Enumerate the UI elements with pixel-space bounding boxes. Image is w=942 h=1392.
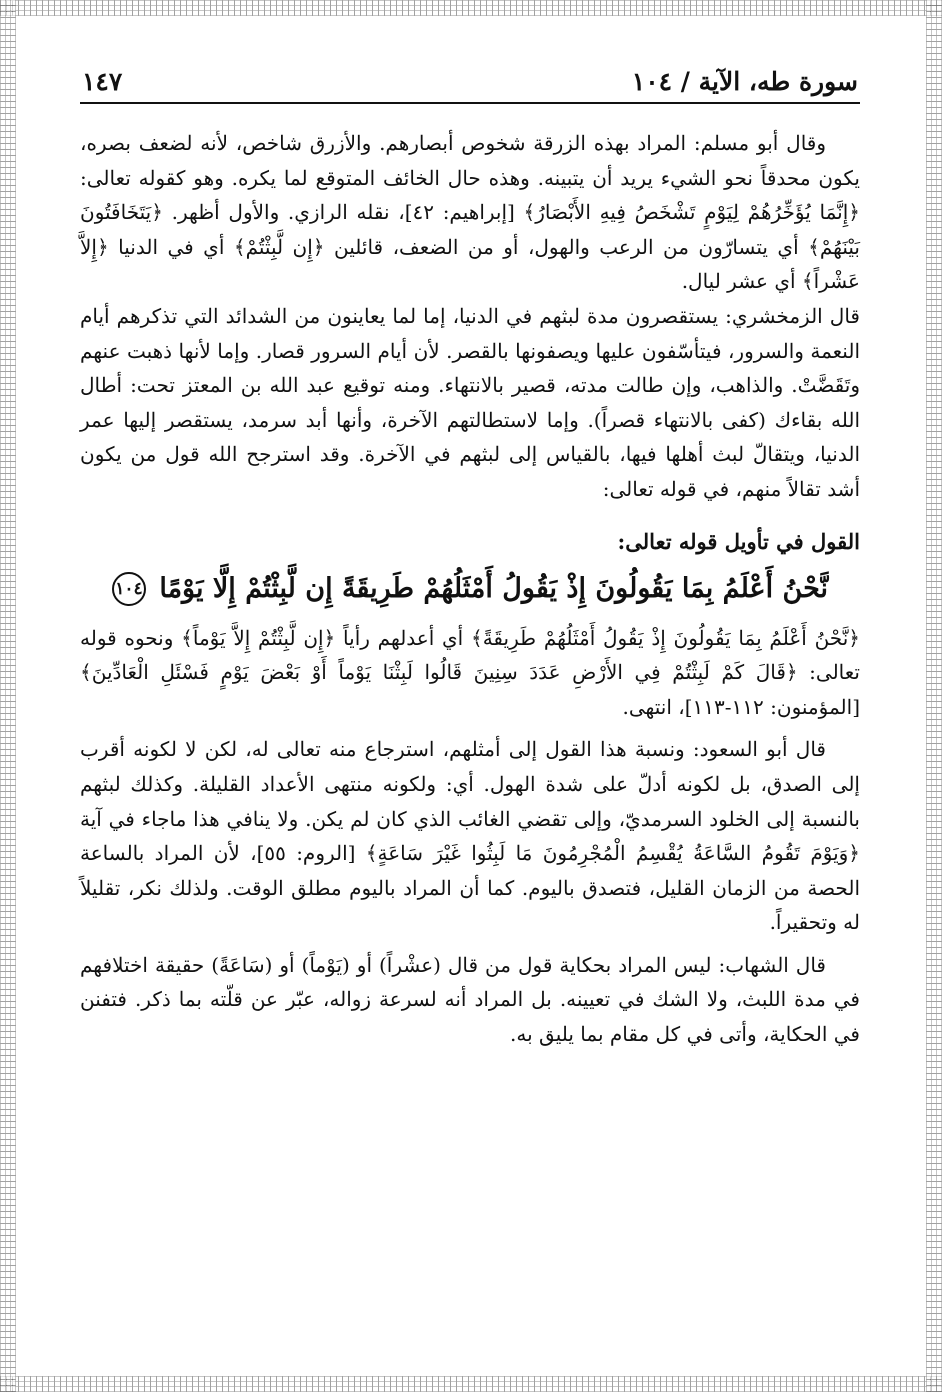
ornamental-border-top — [0, 0, 942, 16]
quran-verse — [80, 567, 860, 611]
verse-number-badge: ١٠٤ — [112, 572, 146, 606]
paragraph-verse-commentary: ﴿نَّحْنُ أَعْلَمُ بِمَا يَقُولُونَ إِذْ يَقُولُ أَمْثَلُهُمْ طَرِيقَةً﴾ أي أعدلهم رأياً ﴿إِن لَّبِثْتُمْ إِلاَّ يَوْماً﴾ ونحوه قوله تعالى: ﴿قَالَ كَمْ لَبِثْتُمْ فِي الأَرْضِ عَدَدَ سِنِينَ قَالُوا لَبِثْنَا يَوْماً أَوْ بَعْضَ يَوْمٍ فَسْئَلِ الْعَادِّينَ﴾ [المؤمنون: ١١٢-١١٣]، انتهى. — [80, 625, 860, 719]
paragraph-shihab: قال الشهاب: ليس المراد بحكاية قول من قال (عشْراً) أو (يَوْماً) أو (سَاعَةً) حقيقة اختلافهم في مدة اللبث، ولا الشك في تعيينه. بل المراد أنه لسرعة زواله، عبّر عن قلّته بما ذكر. فتفنن في الحكاية، وأتى في كل مقام بما يليق به. — [80, 952, 860, 1047]
ornamental-border-bottom — [0, 1376, 942, 1392]
ornamental-border-left — [0, 0, 16, 1392]
paragraph-zamakhshari: قال الزمخشري: يستقصرون مدة لبثهم في الدنيا، إما لما يعاينون من الشدائد التي تذكرهم أيام النعمة والسرور، فيتأسّفون عليها ويصفونها بالقصر. لأن أيام السرور قصار. وإما لأنها ذهبت عنهم وتَقَضَّتْ. والذاهب، وإن طالت مدته، قصير بالانتهاء. ومنه توقيع عبد الله بن المعتز تحت: أطال الله بقاءك (كفى بالانتهاء قصراً). وإما لاستطالتهم الآخرة، وأنها أبد سرمد، يستقصر إليها عمر الدنيا، ويتقالّ لبث أهلها فيها، بالقياس إلى لبثهم في الآخرة. وقد استرجح الله قول من يكون أشد تقالاً منهم، في قوله تعالى: — [80, 303, 860, 501]
running-head-title: سورة طه، الآية / ١٠٤ — [631, 67, 858, 96]
book-page — [80, 50, 860, 1340]
verse-text: نَّحْنُ أَعْلَمُ بِمَا يَقُولُونَ إِذْ يَقُولُ أَمْثَلُهُمْ طَرِيقَةً إِن لَّبِثْتُمْ إِلَّا يَوْمًا — [159, 572, 829, 604]
page-body — [80, 126, 860, 1052]
paragraph-abu-al-suud: قال أبو السعود: ونسبة هذا القول إلى أمثلهم، استرجاع منه تعالى له، لكن لا لكونه أقرب إلى الصدق، بل لكونه أدلّ على شدة الهول. أي: ولكونه منتهى الأعداد القليلة. وكذلك لبثهم بالنسبة إلى الخلود السرمديّ، وإلى تقضي الغائب الذي كان لم يكن. ولا ينافي هذا ماجاء في آية ﴿وَيَوْمَ تَقُومُ السَّاعَةُ يُقْسِمُ الْمُجْرِمُونَ مَا لَبِثُوا غَيْرَ سَاعَةٍ﴾ [الروم: ٥٥]، لأن المراد بالساعة الحصة من الزمان القليل، فتصدق باليوم. كما أن المراد باليوم مطلق الوقت. ولذلك نكر، تقليلاً له وتحقيراً. — [80, 737, 861, 935]
running-head — [80, 50, 860, 104]
section-heading: القول في تأويل قوله تعالى: — [617, 528, 860, 554]
paragraph-abu-muslim: وقال أبو مسلم: المراد بهذه الزرقة شخوص أبصارهم. والأزرق شاخص، لأنه لضعف بصره، يكون محدقاً نحو الشيء يريد أن يتبينه. وهذه حال الخائف المتوقع لما يكره. وهو كقوله تعالى: ﴿إِنَّمَا يُؤَخِّرُهُمْ لِيَوْمٍ تَشْخَصُ فِيهِ الأَبْصَارُ﴾ [إبراهيم: ٤٢]، نقله الرازي. والأول أظهر. ﴿يَتَخَافَتُونَ بَيْنَهُمْ﴾ أي يتسارّون من الرعب والهول، أو من الضعف، قائلين ﴿إِن لَّبِثْتُمْ﴾ أي في الدنيا ﴿إِلاَّ عَشْراً﴾ أي عشر ليال. — [80, 131, 860, 294]
page-number: ١٤٧ — [82, 67, 123, 96]
paragraph-gap — [80, 940, 860, 948]
ornamental-border-right — [926, 0, 942, 1392]
paragraph-gap — [80, 724, 860, 732]
